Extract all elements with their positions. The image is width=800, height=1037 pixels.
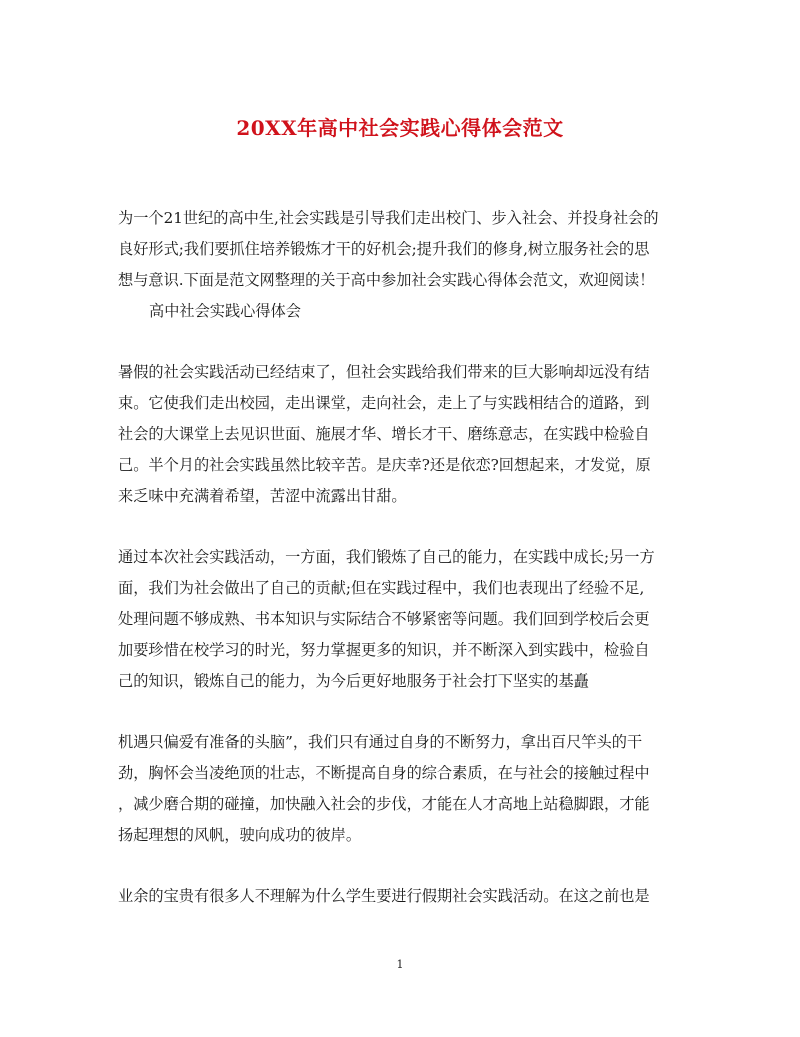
text-line: 己。半个月的社会实践虽然比较辛苦。是庆幸?还是依恋?回想起来，才发觉，原 xyxy=(118,456,651,474)
text-line: 暑假的社会实践活动已经结束了，但社会实践给我们带来的巨大影响却远没有结 xyxy=(118,363,650,381)
paragraph-gap xyxy=(118,512,684,542)
paragraph-gap xyxy=(118,851,684,881)
text-line: 社会的大课堂上去见识世面、施展才华、增长才干、磨练意志，在实践中检验自 xyxy=(118,425,650,443)
page-number: 1 xyxy=(396,958,404,971)
body-paragraph-2 xyxy=(118,542,684,697)
document-body xyxy=(118,203,684,912)
body-paragraph-1 xyxy=(118,357,684,512)
text-line: 面，我们为社会做出了自己的贡献;但在实践过程中，我们也表现出了经验不足, xyxy=(118,579,645,597)
text-line: 处理问题不够成熟、书本知识与实际结合不够紧密等问题。我们回到学校后会更 xyxy=(118,610,650,628)
text-line: ，减少磨合期的碰撞，加快融入社会的步伐，才能在人才高地上站稳脚跟，才能 xyxy=(118,795,650,813)
text-line: 来乏味中充满着希望，苦涩中流露出甘甜。 xyxy=(118,487,407,505)
text-line: 机遇只偏爱有准备的头脑”，我们只有通过自身的不断努力，拿出百尺竿头的干 xyxy=(118,733,643,751)
text-line: 通过本次社会实践活动，一方面，我们锻炼了自己的能力，在实践中成长;另一方 xyxy=(118,548,655,566)
paragraph-gap xyxy=(118,697,684,727)
section-subheading: 高中社会实践心得体会 xyxy=(149,302,301,320)
text-line: 良好形式;我们要抓住培养锻炼才干的好机会;提升我们的修身,树立服务社会的思 xyxy=(118,240,650,258)
text-line: 加要珍惜在校学习的时光，努力掌握更多的知识，并不断深入到实践中，检验自 xyxy=(118,641,650,659)
text-line: 己的知识，锻炼自己的能力，为今后更好地服务于社会打下坚实的基矗 xyxy=(118,672,589,690)
text-line: 束。它使我们走出校园，走出课堂，走向社会，走上了与实践相结合的道路，到 xyxy=(118,394,650,412)
text-line: 想与意识.下面是范文网整理的关于高中参加社会实践心得体会范文，欢迎阅读！ xyxy=(118,271,655,289)
text-line: 扬起理想的风帆，驶向成功的彼岸。 xyxy=(118,826,361,844)
document-title: 20XX年高中社会实践心得体会范文 xyxy=(236,116,564,140)
text-line: 业余的宝贵有很多人不理解为什么学生要进行假期社会实践活动。在这之前也是 xyxy=(118,887,650,905)
body-paragraph-3 xyxy=(118,727,684,851)
intro-paragraph xyxy=(118,203,684,296)
text-line: 为一个21世纪的高中生,社会实践是引导我们走出校门、步入社会、并投身社会的 xyxy=(118,209,659,227)
paragraph-gap xyxy=(118,327,684,357)
body-paragraph-4 xyxy=(118,881,684,912)
text-line: 劲，胸怀会当凌绝顶的壮志，不断提高自身的综合素质，在与社会的接触过程中 xyxy=(118,764,650,782)
